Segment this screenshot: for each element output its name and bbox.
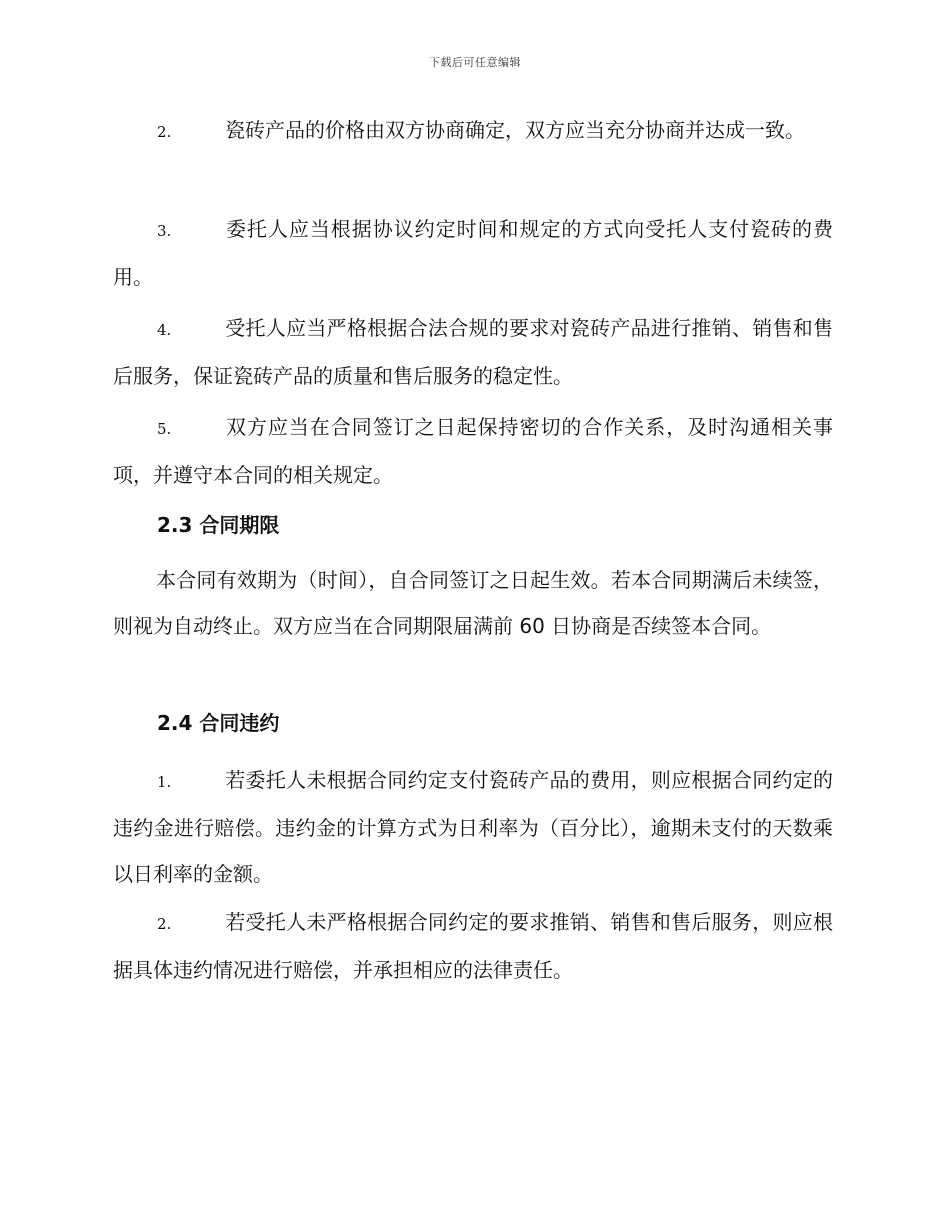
- list-number: 4.: [157, 321, 172, 339]
- list-text: 若受托人未严格根据合同约定的要求推销、销售和售后服务，则应根据具体违约情况进行赔偿，并承担相应的法律责任。: [113, 910, 833, 982]
- list-text: 双方应当在合同签订之日起保持密切的合作关系，及时沟通相关事项，并遵守本合同的相关规定。: [113, 415, 833, 487]
- section-heading-2-4: 2.4 合同违约: [157, 711, 280, 735]
- list-item-5: [113, 404, 833, 498]
- page-header: 下载后可任意编辑: [429, 56, 521, 69]
- list-number: 3.: [157, 222, 172, 240]
- paragraph-contract-term: 本合同有效期为（时间），自合同签订之日起生效。若本合同期满后未续签，则视为自动终止。双方应当在合同期限届满前 60 日协商是否续签本合同。: [113, 568, 833, 638]
- list-item-4: [113, 305, 833, 399]
- section-heading-2-3: 2.3 合同期限: [157, 513, 280, 537]
- list-item-3: [113, 206, 833, 300]
- breach-item-2: [113, 899, 833, 993]
- list-text: 受托人应当严格根据合法合规的要求对瓷砖产品进行推销、销售和售后服务，保证瓷砖产品的质量和售后服务的稳定性。: [113, 316, 833, 388]
- list-number: 2.: [157, 123, 172, 141]
- list-number: 2.: [157, 915, 172, 933]
- breach-item-1: [113, 757, 833, 897]
- list-text: 瓷砖产品的价格由双方协商确定，双方应当充分协商并达成一致。: [225, 118, 805, 142]
- list-item-2: [113, 107, 833, 155]
- list-number: 5.: [157, 420, 172, 438]
- list-text: 委托人应当根据协议约定时间和规定的方式向受托人支付瓷砖的费用。: [113, 217, 833, 289]
- list-number: 1.: [157, 773, 172, 791]
- list-text: 若委托人未根据合同约定支付瓷砖产品的费用，则应根据合同约定的违约金进行赔偿。违约金的计算方式为日利率为（百分比），逾期未支付的天数乘以日利率的金额。: [113, 768, 833, 886]
